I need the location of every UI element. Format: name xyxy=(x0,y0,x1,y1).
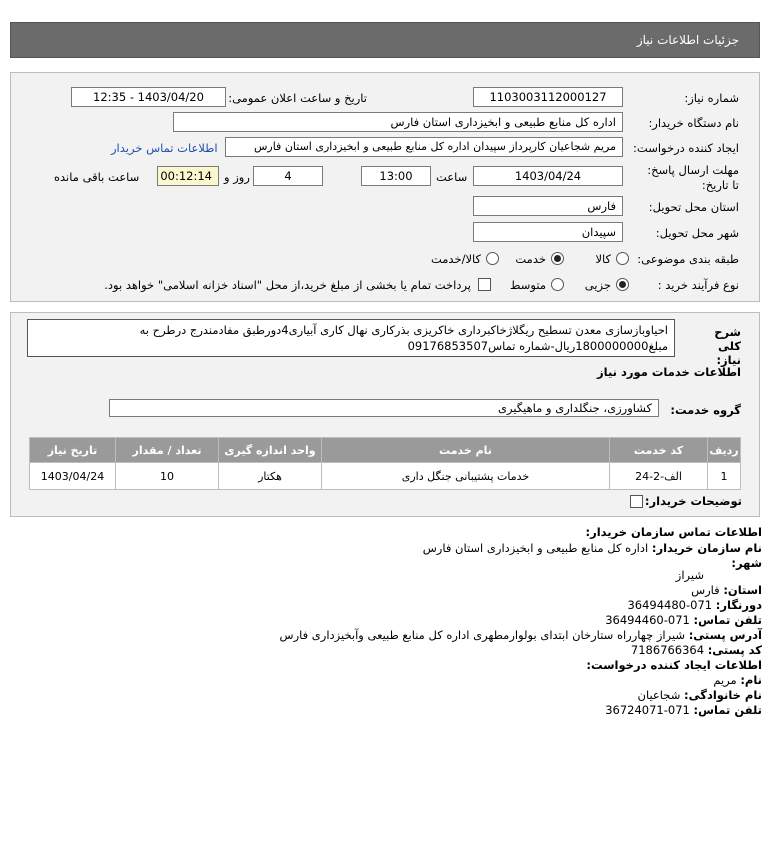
process-label: نوع فرآیند خرید : xyxy=(657,278,739,292)
creator-field[interactable]: مریم شجاعیان کارپرداز سپیدان اداره کل منابع طبیعی و ابخیزداری استان فارس xyxy=(225,137,623,157)
need-number-field[interactable]: 1103003112000127 xyxy=(473,87,623,107)
deadline-date-field[interactable]: 1403/04/24 xyxy=(473,166,623,186)
contact-city-row xyxy=(731,556,762,570)
days-label: روز و xyxy=(224,170,250,184)
contact-postal-row xyxy=(631,643,762,657)
category-radio-service[interactable] xyxy=(551,252,564,265)
creator-phone-row xyxy=(605,703,762,717)
creator-name: مریم xyxy=(713,673,737,687)
contact-postal: 7186766364 xyxy=(630,643,705,657)
contact-address: شیراز چهارراه ستارخان ابتدای بولوارمطهری اداره کل منابع طبیعی وآبخیزداری فارس xyxy=(279,628,686,642)
services-table xyxy=(29,437,741,490)
city-label: شهر محل تحویل: xyxy=(655,226,739,240)
creator-family: شجاعیان xyxy=(637,688,681,702)
cell-service-name: خدمات پشتیبانی جنگل داری xyxy=(322,463,610,490)
contact-province: فارس xyxy=(691,583,720,597)
contact-title: اطلاعات تماس سازمان خریدار: xyxy=(585,525,762,539)
category-option-service: خدمت xyxy=(515,252,546,266)
cell-service-code: الف-2-24 xyxy=(610,463,708,490)
col-row: ردیف xyxy=(708,438,741,463)
creator-phone-label: تلفن تماس: xyxy=(693,703,762,717)
category-option-goods: کالا xyxy=(595,252,611,266)
description-text: احیاوبازسازی معدن تسطیح ریگلاژخاکبرداری خاکریزی بذرکاری نهال کاری آبیاری4دورطبق مفادمندرج درطرح به مبلغ1800000000ریال-شماره تماس09176853507 xyxy=(139,323,668,353)
creator-phone: 071-36724071 xyxy=(605,703,690,717)
creator-family-row xyxy=(638,688,762,702)
process-option-minor: جزیی xyxy=(584,278,611,292)
contact-fax-label: دورنگار: xyxy=(715,598,762,612)
remaining-time-field: 00:12:14 xyxy=(157,166,219,186)
table-row[interactable] xyxy=(30,463,741,490)
province-label: استان محل تحویل: xyxy=(648,200,739,214)
process-option-medium: متوسط xyxy=(509,278,546,292)
deadline-time-field[interactable]: 13:00 xyxy=(361,166,431,186)
cell-row: 1 xyxy=(708,463,741,490)
contact-address-label: آدرس پستی: xyxy=(688,628,762,642)
col-quantity: تعداد / مقدار xyxy=(116,438,219,463)
col-unit: واحد اندازه گیری xyxy=(219,438,322,463)
creator-name-label: نام: xyxy=(740,673,762,687)
service-group-field[interactable]: کشاورزی، جنگلداری و ماهیگیری xyxy=(109,399,659,417)
contact-phone-label: تلفن تماس: xyxy=(693,613,762,627)
buyer-contact-link[interactable]: اطلاعات تماس خریدار xyxy=(111,141,218,155)
contact-org-row xyxy=(423,541,762,555)
buyer-notes-label: توضیحات خریدار: xyxy=(644,494,742,508)
announce-datetime-field[interactable]: 1403/04/20 - 12:35 xyxy=(71,87,226,107)
treasury-payment-checkbox[interactable] xyxy=(478,278,491,291)
description-label: شرح کلی نیاز: xyxy=(714,325,741,367)
services-section-title: اطلاعات خدمات مورد نیاز xyxy=(597,365,741,379)
buyer-org-field[interactable]: اداره کل منابع طبیعی و ابخیزداری استان فارس xyxy=(173,112,623,132)
contact-phone-row xyxy=(605,613,762,627)
contact-city-label: شهر: xyxy=(731,556,762,570)
col-need-date: تاریخ نیاز xyxy=(30,438,116,463)
time-label: ساعت xyxy=(436,170,468,184)
need-info-panel xyxy=(10,72,760,302)
need-number-label: شماره نیاز: xyxy=(684,91,739,105)
cell-quantity: 10 xyxy=(116,463,219,490)
province-field[interactable]: فارس xyxy=(473,196,623,216)
category-radio-goods[interactable] xyxy=(616,252,629,265)
deadline-label: مهلت ارسال پاسخ: تا تاریخ: xyxy=(647,163,739,192)
category-radio-goods-service[interactable] xyxy=(486,252,499,265)
contact-province-label: استان: xyxy=(723,583,762,597)
description-box xyxy=(27,319,675,357)
service-group-label: گروه خدمت: xyxy=(670,403,741,417)
city-field[interactable]: سپیدان xyxy=(473,222,623,242)
contact-fax-row xyxy=(627,598,762,612)
cell-unit: هکتار xyxy=(219,463,322,490)
col-service-code: کد خدمت xyxy=(610,438,708,463)
contact-fax: 071-36494480 xyxy=(627,598,713,612)
buyer-org-label: نام دستگاه خریدار: xyxy=(648,116,739,130)
buyer-notes-checkbox[interactable] xyxy=(630,495,643,508)
col-service-name: نام خدمت xyxy=(322,438,610,463)
process-radio-medium[interactable] xyxy=(551,278,564,291)
page-header xyxy=(10,22,760,58)
process-radio-minor[interactable] xyxy=(616,278,629,291)
creator-name-row xyxy=(713,673,762,687)
creator-family-label: نام خانوادگی: xyxy=(684,688,762,702)
days-field[interactable]: 4 xyxy=(253,166,323,186)
contact-postal-label: کد پستی: xyxy=(707,643,762,657)
contact-org-label: نام سازمان خریدار: xyxy=(651,541,762,555)
contact-section xyxy=(0,525,770,825)
contact-phone: 071-36494460 xyxy=(605,613,690,627)
announce-label: تاریخ و ساعت اعلان عمومی: xyxy=(228,91,367,105)
table-header-row xyxy=(30,438,741,463)
category-label: طبقه بندی موضوعی: xyxy=(637,252,739,266)
cell-need-date: 1403/04/24 xyxy=(30,463,116,490)
remaining-label: ساعت باقی مانده xyxy=(54,170,140,184)
contact-city: شیراز xyxy=(675,568,704,582)
contact-address-row xyxy=(280,628,762,642)
contact-org: اداره کل منابع طبیعی و ابخیزداری استان فارس xyxy=(422,541,649,555)
category-option-goods-service: کالا/خدمت xyxy=(430,252,481,266)
treasury-payment-text: پرداخت تمام یا بخشی از مبلغ خرید،از محل "اسناد خزانه اسلامی" خواهد بود. xyxy=(104,278,471,292)
page-title: جزئیات اطلاعات نیاز xyxy=(636,33,739,47)
creator-label: ایجاد کننده درخواست: xyxy=(633,141,739,155)
contact-province-row xyxy=(691,583,762,597)
creator-info-title: اطلاعات ایجاد کننده درخواست: xyxy=(586,658,762,672)
